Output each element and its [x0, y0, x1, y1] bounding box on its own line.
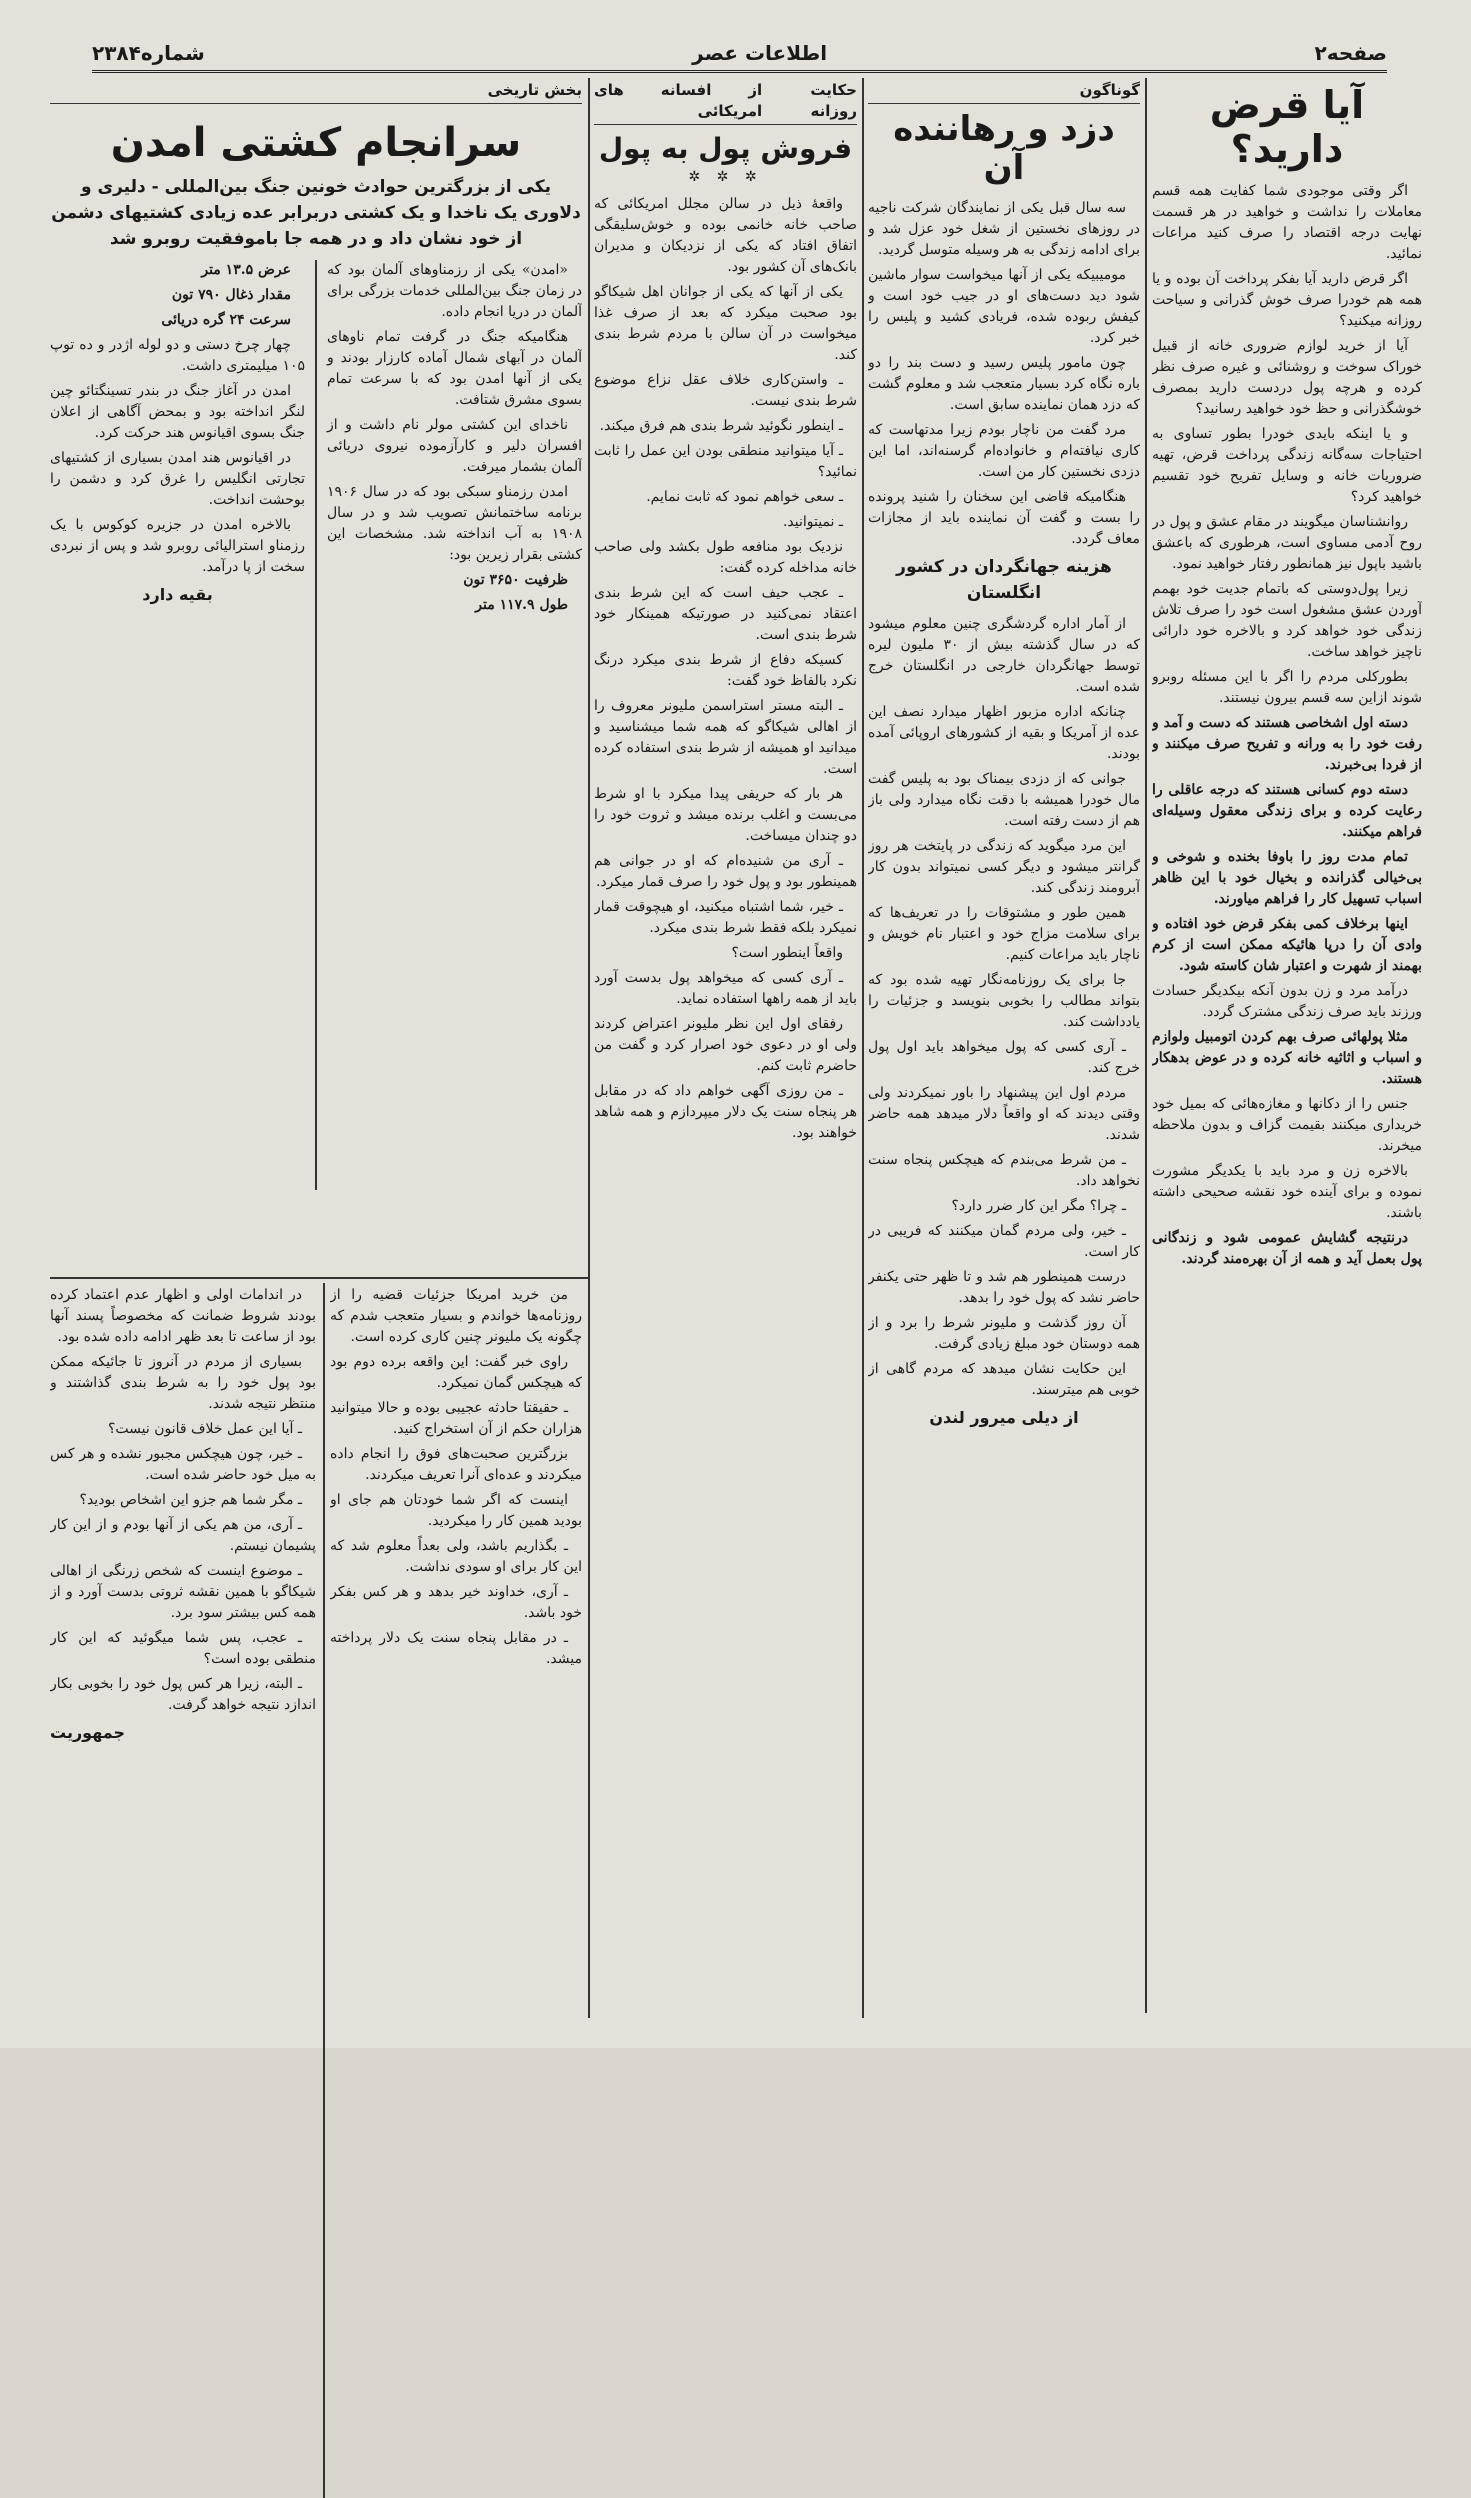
paragraph: امدن رزمناو سبکی بود که در سال ۱۹۰۶ برنامه ساختمانش تصویب شد و در سال ۱۹۰۸ به آب انداخته شد. مشخصات این کشتی بقرار زیرین بود: — [327, 484, 582, 563]
paragraph: ـ آری کسی که میخواهد پول بدست آورد باید از همه راهها استفاده نماید. — [594, 970, 857, 1008]
continued-label: بقیه دارد — [142, 585, 213, 604]
category-label: گوناگون — [1079, 81, 1140, 99]
paragraph: ـ آری کسی که پول میخواهد باید اول پول خرج کند. — [868, 1039, 1140, 1077]
ornament: ✲ ✲ ✲ — [688, 169, 763, 186]
paragraph: ـ عجب، پس شما میگوئید که این کار منطقی بوده است؟ — [50, 1630, 316, 1667]
paragraph: بطورکلی مردم را اگر با این مسئله روبرو شوند ازاین سه قسم بیرون نیستند. — [1152, 669, 1422, 707]
paragraph: زیرا پول‌دوستی که باتمام جدیت خود بهمم آوردن عشق مشغول است خود را صرف تلاش زندگی خود خواهد کرد و بالاخره خود دارائی ناچیز خواهد ساخت. — [1152, 581, 1422, 661]
paragraph: هنگامیکه جنگ در گرفت تمام ناوهای آلمان در آبهای شمال آماده کارزار بودند و یکی از آنها امدن بود که با سرعت تمام بسوی مشرق شتافت. — [327, 329, 582, 408]
paragraph: مقدار ذغال ۷۹۰ تون — [171, 287, 291, 303]
paper-name: اطلاعات عصر — [692, 41, 828, 65]
paragraph: ـ خیر، چون هیچکس مجبور نشده و هر کس به میل خود حاضر شده است. — [50, 1446, 316, 1483]
source-label: از افسانه های امریکائی — [594, 81, 763, 120]
paragraph: رفقای اول این نظر ملیونر اعتراض کردند ولی او در دعوی خود اصرار کرد و گفت من حاضرم ثابت کنم. — [594, 1016, 857, 1075]
paragraph: اینها برخلاف کمی بفکر قرض خود افتاده و وادی آن را درپا هائیکه ممکن است از کرم بهمند از شهرت و اعتبار شان کاسته شود. — [1152, 916, 1422, 975]
paragraph: طول ۱۱۷.۹ متر — [475, 597, 568, 613]
paragraph: از آمار اداره گردشگری چنین معلوم میشود که در سال گذشته بیش از ۳۰ ملیون لیره توسط جهانگردان خارجی در انگلستان خرج شده است. — [868, 616, 1140, 696]
section-rule — [50, 1277, 588, 1279]
paragraph: اینست که اگر شما خودتان هم جای او بودید همین کار را میکردید. — [330, 1492, 582, 1529]
paragraph: چهار چرخ دستی و دو لوله اژدر و ده توپ ۱۰۵ میلیمتری داشت. — [50, 337, 305, 374]
paragraph: ظرفیت ۳۶۵۰ تون — [463, 572, 568, 588]
paragraph: ـ خیر، ولی مردم گمان میکنند که فریبی در کار است. — [868, 1223, 1140, 1261]
paragraph: جوانی که از دزدی بیمناک بود به پلیس گفت مال خودرا همیشه با دقت نگاه میدارد ولی باز هم از دست رفته است. — [868, 771, 1140, 830]
paragraph: و یا اینکه بایدی خودرا بطور تساوی به احتیاجات سه‌گانه زندگی پرداخت قرض، تهیه ضروریات خانه و وسایل تفریح خود تقسیم خواهید کرد؟ — [1152, 426, 1422, 506]
article-bottom-mid — [330, 1285, 582, 2020]
paragraph: این حکایت نشان میدهد که مردم گاهی از خوبی هم میترسند. — [868, 1361, 1140, 1399]
article-emden-body — [50, 260, 582, 1190]
paragraph: بسیاری از مردم در آنروز تا جائیکه ممکن بود پول خود را به شرط بندی گذاشتند و منتظر نتیجه شدند. — [50, 1354, 316, 1412]
category-label: حکایت روزانه — [810, 81, 857, 120]
paragraph: واقعهٔ ذیل در سالن مجلل امریکائی که صاحب خانه خانمی بوده و خوش‌سلیقگی اتفاق افتاد که یکی از نزدیکان و مدیران بانک‌های آن کشور بود. — [594, 196, 857, 276]
paragraph: ـ آری، من هم یکی از آنها بودم و از این کار پشیمان نیستم. — [50, 1517, 316, 1554]
issue-number: شماره۲۳۸۴ — [92, 41, 205, 65]
paragraph: چون مامور پلیس رسید و دست بند را دو باره نگاه کرد بسیار متعجب شد و معلوم گشت که دزد همان نماینده سابق است. — [868, 355, 1140, 414]
article-thief-title: دزد و رهاننده آن — [893, 109, 1115, 189]
paragraph: دسته دوم کسانی هستند که درجه عاقلی را رعایت کرده و برای زندگی معقول وسیله‌ای فراهم میکنند. — [1152, 782, 1422, 841]
paragraph: مومیبیکه یکی از آنها میخواست سوار ماشین شود دید دست‌های او در جیب خود است و کیفش ربوده شده، فریادی کشید و پلیس را خبر کرد. — [868, 267, 1140, 347]
article-loans — [1152, 80, 1422, 2015]
paragraph: مرد گفت من ناچار بودم زیرا مدتهاست که کاری نیافته‌ام و خانواده‌ام گرسنه‌اند، اما این دزدی نخستین کار من است. — [868, 422, 1140, 481]
article-daily-title: فروش پول به پول — [598, 132, 853, 165]
article-thief — [868, 80, 1140, 2020]
paragraph: ـ واستن‌کاری خلاف عقل نزاع موضوع شرط بندی نیست. — [594, 372, 857, 410]
paragraph: جا برای یک روزنامه‌نگار تهیه شده بود که بتواند مطالب را بخوبی بنویسد و جزئیات را یادداشت کند. — [868, 972, 1140, 1031]
paragraph: ـ چرا؟ مگر این کار ضرر دارد؟ — [951, 1198, 1126, 1215]
paragraph: روانشناسان میگویند در مقام عشق و پول در روح آدمی مساوی است، هرطوری که باعشق باشید باپول نیز همانطور رفتار خواهید نمود. — [1152, 514, 1422, 573]
paragraph: من خرید امریکا جزئیات قضیه را از روزنامه‌ها خواندم و بسیار متعجب شدم که چگونه یک ملیونر چنین کاری کرده است. — [330, 1287, 582, 1345]
paragraph: چنانکه اداره مزبور اظهار میدارد نصف این عده از آمریکا و بقیه از کشورهای اروپائی آمده بودند. — [868, 704, 1140, 763]
article-emden-subtitle: یکی از بزرگترین حوادث خونین جنگ بین‌المللی - دلیری و دلاوری یک ناخدا و یک کشتی دربرابر عده زیادی کشتیهای دشمن از خود نشان داد و در همه جا باموفقیت روبرو شد — [51, 177, 581, 249]
paragraph: ـ در مقابل پنجاه سنت یک دلار پرداخته میشد. — [330, 1630, 582, 1667]
column-rule — [323, 1283, 325, 2498]
article-source: از دیلی میرور لندن — [929, 1408, 1079, 1428]
paragraph: جنس را از دکانها و مغازه‌هائی که بمیل خود خریداری میکنند بقیمت گزاف و بدون ملاحظه میخرند. — [1152, 1096, 1422, 1155]
paragraph: اگر وقتی موجودی شما کفایت همه قسم معاملات را نداشت و خواهید در هر قسمت نهایت درجه اقتصاد را صرف کنید مراعات نمائید. — [1152, 183, 1422, 263]
article-loans-title: آیا قرض دارید؟ — [1209, 83, 1365, 171]
paragraph: ـ عجب حیف است که این شرط بندی اعتقاد نمی‌کنید در صورتیکه همینکار خود شرط بندی است. — [594, 585, 857, 644]
paragraph: درنتیجه گشایش عمومی شود و زندگانی پول بعمل آید و همه از آن بهره‌مند گردند. — [1152, 1230, 1422, 1268]
paragraph: آیا از خرید لوازم ضروری خانه از قبیل خوراک سوخت و روشنائی و غیره صرف نظر کرده و هرچه پول دردست دارید بمصرف خوشگذرانی و حظ خود خواهید رسانید؟ — [1152, 338, 1422, 418]
paragraph: بالاخره امدن در جزیره کوکوس با یک رزمناو استرالیائی روبرو شد و پس از نبردی سخت از پا درآمد. — [50, 517, 305, 575]
column-header — [868, 80, 1140, 104]
paragraph: ـ من شرط می‌بندم که هیچکس پنجاه سنت نخواهد داد. — [868, 1152, 1140, 1190]
paragraph: «امدن» یکی از رزمناوهای آلمان بود که در زمان جنگ بین‌المللی خدمات بزرگی برای آلمان در دریا انجام داده. — [327, 262, 582, 320]
paragraph: ناخدای این کشتی مولر نام داشت و از افسران دلیر و کارآزموده نیروی دریائی آلمان بشمار میرفت. — [327, 417, 582, 475]
paragraph: همین طور و مشتوقات را در تعریف‌ها که برای سلامت مزاج خود و اعتبار نام خویش و ناچار باید مراعات کنیم. — [868, 905, 1140, 964]
paragraph: ـ مگر شما هم جزو این اشخاص بودید؟ — [79, 1492, 302, 1508]
paragraph: درست همینطور هم شد و تا ظهر حتی یکنفر حاضر نشد که پول خود را بدهد. — [868, 1269, 1140, 1307]
paragraph: در اندامات اولی و اظهار عدم اعتماد کرده بودند شروط ضمانت که مخصوصاً پسند آنها بود از ساعت تا بعد ظهر ادامه داده شده بود. — [50, 1287, 316, 1345]
page-number: صفحه۲ — [1314, 41, 1387, 65]
paragraph: ـ اینطور نگوئید شرط بندی هم فرق میکند. — [599, 418, 843, 435]
paragraph: هر بار که حریفی پیدا میکرد با او شرط می‌بست و اغلب برنده میشد و ثروت خود را دو چندان میساخت. — [594, 786, 857, 845]
paragraph: واقعاً اینطور است؟ — [731, 945, 843, 962]
masthead — [92, 36, 1387, 73]
paragraph: مردم اول این پیشنهاد را باور نمیکردند ولی وقتی دیدند که او واقعاً دلار میدهد همه حاضر شدند. — [868, 1085, 1140, 1144]
paragraph: ـ موضوع اینست که شخص زرنگی از اهالی شیکاگو با همین نقشه ثروتی بدست آورد و از همه کس بیشتر سود برد. — [50, 1563, 316, 1621]
paragraph: در اقیانوس هند امدن بسیاری از کشتیهای تجارتی انگلیس را غرق کرد و دشمن را بوحشت انداخت. — [50, 450, 305, 508]
paragraph: ـ بگذاریم باشد، ولی بعداً معلوم شد که این کار برای او سودی نداشت. — [330, 1538, 582, 1575]
paragraph: عرض ۱۳.۵ متر — [201, 262, 291, 278]
paragraph: دسته اول اشخاصی هستند که دست و آمد و رفت خود را به ورانه و تفریح صرف میکنند و از فردا بی‌خبرند. — [1152, 715, 1422, 774]
paragraph: ـ نمیتوانید. — [782, 514, 843, 531]
paragraph: ـ حقیقتا حادثه عجیبی بوده و حالا میتوانید هزاران حکم از آن استخراج کنید. — [330, 1400, 582, 1437]
column-header — [50, 80, 582, 104]
article-bottom-left — [50, 1285, 316, 2020]
column-rule — [862, 78, 864, 2018]
paragraph: ـ من روزی آگهی خواهم داد که در مقابل هر پنجاه سنت یک دلار میپردازم و همه شاهد خواهند بود. — [594, 1083, 857, 1142]
paragraph: اگر قرض دارید آیا بفکر پرداخت آن بوده و یا همه هم خودرا صرف خوش گذرانی و سیاحت روزانه میکنید؟ — [1152, 271, 1422, 330]
paragraph: تمام مدت روز را باوفا بخنده و شوخی و بی‌خیالی گذرانده و بخیال خود با این ظاهر اسباب تسهیل کار را فراهم میاورند. — [1152, 849, 1422, 908]
paragraph: بزرگترین صحبت‌های فوق را انجام داده میکردند و عده‌ای آنرا تعریف میکردند. — [330, 1446, 582, 1483]
column-rule — [1145, 78, 1147, 2013]
paragraph: ـ آیا این عمل خلاف قانون نیست؟ — [107, 1421, 302, 1437]
paragraph: امدن در آغاز جنگ در بندر تسینگتائو چین لنگر انداخته بود و بمحض آگاهی از اعلان جنگ بسوی اقیانوس هند حرکت کرد. — [50, 383, 305, 441]
paragraph: این مرد میگوید که زندگی در پایتخت هر روز گرانتر میشود و دیگر کسی نمیتواند بدون کار آبرومند زندگی کند. — [868, 838, 1140, 897]
paragraph: درآمد مرد و زن بدون آنکه بیکدیگر حسادت ورزند باید صرف زندگی مشترک گردد. — [1152, 983, 1422, 1021]
paragraph: بالاخره زن و مرد باید با یکدیگر مشورت نموده و برای آینده خود نقشه صحیحی داشته باشند. — [1152, 1163, 1422, 1222]
article-emden-title: سرانجام کشتی امدن — [110, 120, 522, 166]
paragraph: مثلا پولهائی صرف بهم کردن اتومبیل ولوازم و اسباب و اثاثیه خانه کرده و در عوض بدهکار هستند. — [1152, 1029, 1422, 1088]
paragraph: ـ آری من شنیده‌ام که او در جوانی هم همینطور بود و پول خود را صرف قمار میکرد. — [594, 853, 857, 891]
article-daily-story — [594, 80, 857, 2020]
paragraph: کسیکه دفاع از شرط بندی میکرد درنگ نکرد بالفاظ خود گفت: — [594, 652, 857, 690]
paragraph: ـ آیا میتوانید منطقی بودن این عمل را ثابت نمائید؟ — [594, 443, 857, 481]
paragraph: راوی خبر گفت: این واقعه برده دوم بود که هیچکس گمان نمیکرد. — [330, 1354, 582, 1391]
paragraph: یکی از آنها که یکی از جوانان اهل شیکاگو بود صحبت میکرد که بعد از صرف غذا میخواست در آن سالن با مردم شرط بندی کند. — [594, 284, 857, 364]
paragraph: نزدیک بود منافعه طول بکشد ولی صاحب خانه مداخله کرده گفت: — [594, 539, 857, 577]
paragraph: سه سال قبل یکی از نمایندگان شرکت ناجیه در روزهای نخستین از شغل خود عزل شد و برای ادامه زندگی به هر وسیله متوسل گردید. — [868, 200, 1140, 259]
column-header — [594, 80, 857, 125]
paragraph: ـ البته مستر استراسمن ملیونر معروف را از اهالی شیکاگو که همه شما میشناسید و میدانید او همیشه از شرط بندی استفاده کرده است. — [594, 698, 857, 778]
paragraph: آن روز گذشت و ملیونر شرط را برد و از همه دوستان خود مبلغ زیادی گرفت. — [868, 1315, 1140, 1353]
subheading: هزینه جهانگردان در کشور انگلستان — [896, 557, 1112, 604]
paragraph: ـ سعی خواهم نمود که ثابت نمایم. — [646, 489, 843, 506]
article-emden — [50, 80, 582, 1272]
paragraph: هنگامیکه قاضی این سخنان را شنید پرونده را بست و گفت آن نماینده باید از مجازات معاف گردد. — [868, 489, 1140, 548]
category-label: بخش تاریخی — [487, 81, 582, 99]
column-rule — [588, 78, 590, 2018]
article-source: جمهوریت — [50, 1723, 126, 1742]
paragraph: ـ آری، خداوند خیر بدهد و هر کس بفکر خود باشد. — [330, 1584, 582, 1621]
paragraph: سرعت ۲۴ گره دریائی — [161, 312, 291, 328]
paragraph: ـ خیر، شما اشتباه میکنید، او هیچوقت قمار نمیکرد بلکه فقط شرط بندی میکرد. — [594, 899, 857, 937]
paragraph: ـ البته، زیرا هر کس پول خود را بخوبی بکار اندازد نتیجه خواهد گرفت. — [50, 1676, 316, 1713]
